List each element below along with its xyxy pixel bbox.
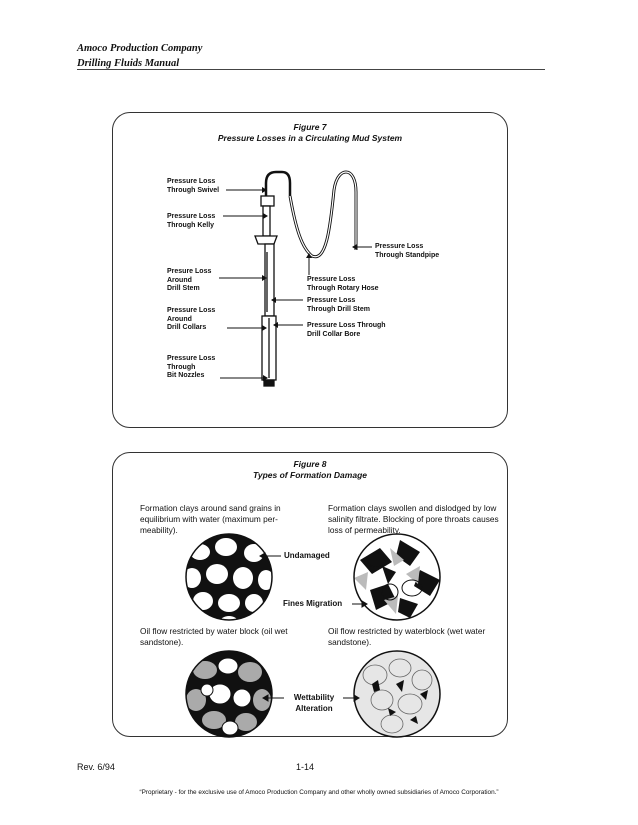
label-around-drill-stem: Presure Loss Around Drill Stem bbox=[167, 268, 212, 292]
figure-7-title: Pressure Losses in a Circulating Mud System bbox=[217, 133, 403, 143]
text-water-block-oil-wet: Oil flow restricted by water block (oil wet sandstone). bbox=[140, 626, 288, 647]
figure-8-title: Types of Formation Damage bbox=[253, 470, 367, 480]
label-bit-nozzles: Pressure Loss Through Bit Nozzles bbox=[167, 355, 216, 379]
tag-wettability-alteration: Wettability Alteration bbox=[293, 693, 335, 713]
label-swivel: Pressure Loss Through Swivel bbox=[167, 178, 220, 194]
figure-7-number: Figure 7 bbox=[293, 122, 327, 132]
proprietary-notice: “Proprietary - for the exclusive use of Amoco Production Company and other wholly owned subsidiaries of Amoco Corporation.” bbox=[139, 789, 499, 796]
label-standpipe: Pressure Loss Through Standpipe bbox=[375, 243, 440, 259]
figure-8-number: Figure 8 bbox=[293, 459, 327, 469]
label-kelly: Pressure Loss Through Kelly bbox=[167, 213, 216, 229]
text-undamaged-description: Formation clays around sand grains in equilibrium with water (maximum per-meability). bbox=[140, 503, 281, 535]
company-name: Amoco Production Company bbox=[77, 43, 203, 54]
tag-undamaged: Undamaged bbox=[284, 551, 330, 560]
text-fines-description: Formation clays swollen and dislodged by low salinity filtrate. Blocking of pore throats causes loss of permeability. bbox=[328, 503, 499, 535]
manual-title: Drilling Fluids Manual bbox=[77, 58, 180, 69]
label-around-drill-collars: Pressure Loss Around Drill Collars bbox=[167, 307, 216, 331]
text-water-block-water-wet: Oil flow restricted by waterblock (wet water sandstone). bbox=[328, 626, 486, 647]
tag-fines-migration: Fines Migration bbox=[283, 599, 343, 608]
revision-date: Rev. 6/94 bbox=[77, 762, 115, 772]
label-drill-stem: Pressure Loss Through Drill Stem bbox=[307, 297, 370, 313]
label-rotary-hose: Pressure Loss Through Rotary Hose bbox=[307, 276, 379, 292]
label-drill-collar-bore: Pressure Loss Through Drill Collar Bore bbox=[307, 322, 386, 338]
page-number: 1-14 bbox=[296, 762, 315, 772]
